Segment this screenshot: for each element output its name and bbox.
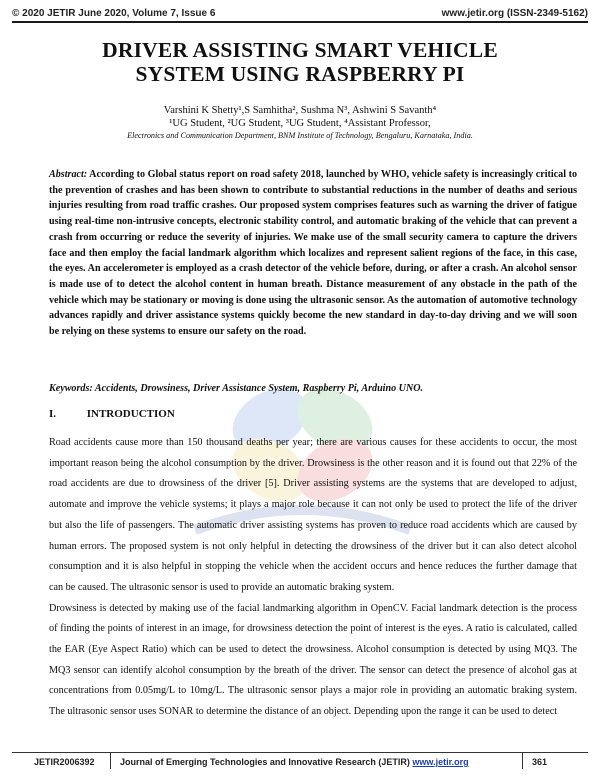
- author-names: Varshini K Shetty¹,S Samhitha², Sushma N³, Ashwini S Savanth⁴: [163, 105, 437, 116]
- section-title: INTRODUCTION: [86, 408, 175, 420]
- paper-title: [60, 38, 540, 86]
- paper-title-line-1: DRIVER ASSISTING SMART VEHICLE: [102, 38, 498, 62]
- paper-title-line-2: SYSTEM USING RASPBERRY PI: [135, 62, 465, 86]
- abstract: [49, 167, 577, 340]
- paragraph: Drowsiness is detected by making use of the facial landmarking algorithm in OpenCV. Facial landmark detection is the process of finding the points of interest in an image, for drowsiness detection the point of interest is the eyes. A ratio is calculated, called the EAR (Eye Aspect Ratio) which can be used to detect the drowsiness. Alcohol consumption is detected by using MQ3. The MQ3 sensor can identify alcohol consumption by the breath of the driver. The sensor can detect the presence of alcohol gas at concentrations from 0.05mg/L to 10mg/L. The ultrasonic sensor plays a major role in providing an automatic braking system. The ultrasonic sensor uses SONAR to determine the distance of an object. Depending upon the range it can be used to detect: [49, 602, 577, 718]
- keywords: [49, 383, 577, 394]
- abstract-text: According to Global status report on road safety 2018, launched by WHO, vehicle safety is increasingly critical to the prevention of crashes and has been shown to contribute to substantial reductions in the number of deaths and serious injuries resulting from road traffic crashes. Our proposed system comprises features such as warning the driver of fatigue using real-time non-intrusive concepts, electronic stability control, and automatic braking of the vehicle that can prevent a crash from occurring or reduce the severity of injuries. We make use of the small security camera to capture the drivers face and then employ the facial landmark algorithm which localizes and represent salient regions of the face, in this case, the eyes. An accelerometer is employed as a crash detector of the vehicle before, during, or after a crash. An alcohol sensor is made use of to detect the alcohol content in human breath. Distance measurement of any obstacle in the path of the vehicle which may be stationary or moving is done using the ultrasonic sensor. As the automation of automotive technology advances rapidly and driver assistance systems quickly become the new standard in day-to-day driving and we will soon be relying on these systems to ensure our safety on the road.: [49, 169, 577, 338]
- journal-url-link[interactable]: www.jetir.org: [412, 757, 469, 767]
- introduction-body: [49, 433, 577, 723]
- keywords-text: Accidents, Drowsiness, Driver Assistance System, Raspberry Pi, Arduino UNO: [94, 383, 421, 394]
- footer-separator: [110, 753, 111, 769]
- author-block: [40, 104, 560, 130]
- footer-separator: [522, 753, 523, 769]
- journal-website-issn[interactable]: [442, 8, 588, 19]
- journal-issue-info: © 2020 JETIR June 2020, Volume 7, Issue 6: [12, 8, 216, 19]
- journal-title: Journal of Emerging Technologies and Innovative Research (JETIR): [120, 757, 410, 767]
- paragraph: Road accidents cause more than 150 thousand deaths per year; there are various causes for these accidents to occur, the most important reason being the alcohol consumption by the driver. Drowsiness is the other reason and it is found out that 22% of the road accidents are due to drowsiness of the driver [5]. Driver assisting systems are the systems that are developed to adjust, automate and improve the vehicle systems; it plays a major role because it can not only be used to protect the life of the driver but also the life of passengers. The automatic driver assisting systems has proven to reduce road accidents which are caused by human errors. The proposed system is not only helpful in detecting the drowsiness of the driver but it can also detect alcohol consumption and it is also helpful in stopping the vehicle when the accident occurs and hence reduces the further damage that can be caused. The ultrasonic sensor is used to provide an automatic braking system.: [49, 437, 577, 593]
- keywords-label: Keywords:: [49, 383, 93, 394]
- journal-website-link[interactable]: www.jetir.org (ISSN-2349-5162): [441, 8, 588, 19]
- footer-divider: [12, 752, 588, 753]
- author-roles: ¹UG Student, ²UG Student, ³UG Student, ⁴Assistant Professor,: [169, 118, 431, 129]
- page-header: [12, 6, 588, 22]
- keywords-end: .: [420, 383, 424, 394]
- abstract-label: Abstract:: [49, 169, 88, 180]
- page-number: 361: [532, 757, 548, 767]
- header-divider: [12, 21, 588, 23]
- section-heading: [49, 408, 175, 420]
- section-number: I.: [49, 408, 57, 420]
- page-footer: [12, 755, 588, 771]
- paper-id: JETIR2006392: [34, 757, 95, 767]
- author-affiliation: Electronics and Communication Department, BNM Institute of Technology, Bengaluru, Karnataka, India.: [127, 131, 473, 140]
- journal-name: [120, 757, 469, 767]
